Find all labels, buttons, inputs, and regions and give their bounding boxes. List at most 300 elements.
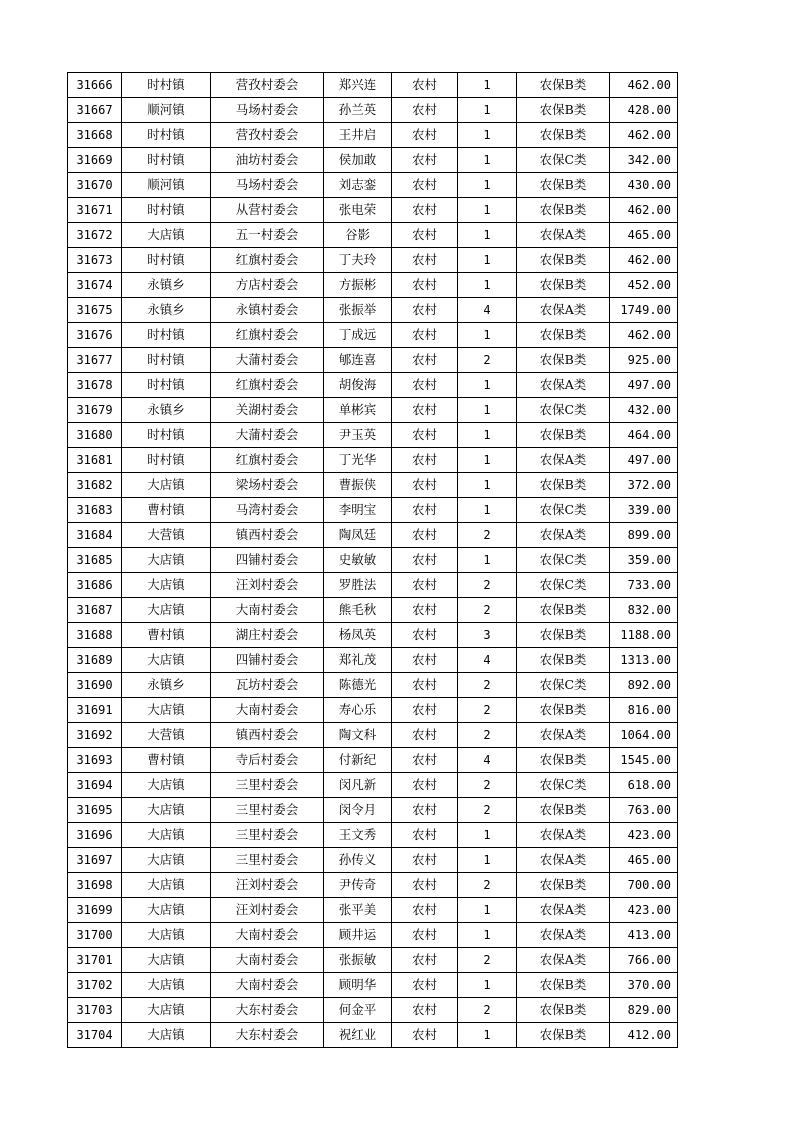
town-cell: 大店镇 [122, 998, 211, 1023]
count-cell: 1 [458, 423, 517, 448]
type-cell: 农村 [392, 498, 458, 523]
table-row [68, 998, 678, 1023]
category-cell: 农保B类 [517, 598, 610, 623]
id-cell: 31695 [68, 798, 122, 823]
town-cell: 大店镇 [122, 1023, 211, 1048]
type-cell: 农村 [392, 598, 458, 623]
type-cell: 农村 [392, 773, 458, 798]
type-cell: 农村 [392, 73, 458, 98]
name-cell: 史敏敏 [324, 548, 392, 573]
amount-cell: 816.00 [610, 698, 678, 723]
count-cell: 1 [458, 323, 517, 348]
id-cell: 31677 [68, 348, 122, 373]
id-cell: 31694 [68, 773, 122, 798]
category-cell: 农保B类 [517, 198, 610, 223]
amount-cell: 423.00 [610, 898, 678, 923]
village-cell: 红旗村委会 [211, 448, 324, 473]
town-cell: 大店镇 [122, 898, 211, 923]
id-cell: 31680 [68, 423, 122, 448]
town-cell: 时村镇 [122, 448, 211, 473]
table-row [68, 923, 678, 948]
amount-cell: 618.00 [610, 773, 678, 798]
category-cell: 农保C类 [517, 498, 610, 523]
amount-cell: 428.00 [610, 98, 678, 123]
amount-cell: 359.00 [610, 548, 678, 573]
category-cell: 农保A类 [517, 923, 610, 948]
village-cell: 关湖村委会 [211, 398, 324, 423]
name-cell: 张电荣 [324, 198, 392, 223]
category-cell: 农保B类 [517, 973, 610, 998]
name-cell: 刘志銮 [324, 173, 392, 198]
count-cell: 1 [458, 548, 517, 573]
count-cell: 1 [458, 1023, 517, 1048]
table-row [68, 573, 678, 598]
table-row [68, 73, 678, 98]
village-cell: 马场村委会 [211, 98, 324, 123]
village-cell: 三里村委会 [211, 823, 324, 848]
town-cell: 大店镇 [122, 923, 211, 948]
village-cell: 从营村委会 [211, 198, 324, 223]
count-cell: 2 [458, 673, 517, 698]
count-cell: 1 [458, 273, 517, 298]
name-cell: 张振举 [324, 298, 392, 323]
category-cell: 农保B类 [517, 173, 610, 198]
type-cell: 农村 [392, 373, 458, 398]
table-row [68, 523, 678, 548]
category-cell: 农保B类 [517, 1023, 610, 1048]
id-cell: 31691 [68, 698, 122, 723]
id-cell: 31683 [68, 498, 122, 523]
table-row [68, 173, 678, 198]
name-cell: 曹振侠 [324, 473, 392, 498]
type-cell: 农村 [392, 473, 458, 498]
amount-cell: 892.00 [610, 673, 678, 698]
count-cell: 4 [458, 648, 517, 673]
town-cell: 时村镇 [122, 248, 211, 273]
village-cell: 红旗村委会 [211, 248, 324, 273]
town-cell: 大营镇 [122, 523, 211, 548]
id-cell: 31704 [68, 1023, 122, 1048]
name-cell: 顾井运 [324, 923, 392, 948]
town-cell: 大营镇 [122, 723, 211, 748]
id-cell: 31667 [68, 98, 122, 123]
name-cell: 孙兰英 [324, 98, 392, 123]
name-cell: 祝红业 [324, 1023, 392, 1048]
type-cell: 农村 [392, 673, 458, 698]
amount-cell: 766.00 [610, 948, 678, 973]
table-row [68, 198, 678, 223]
category-cell: 农保B类 [517, 873, 610, 898]
village-cell: 永镇村委会 [211, 298, 324, 323]
type-cell: 农村 [392, 148, 458, 173]
village-cell: 汪刘村委会 [211, 898, 324, 923]
name-cell: 单彬宾 [324, 398, 392, 423]
type-cell: 农村 [392, 523, 458, 548]
count-cell: 1 [458, 973, 517, 998]
category-cell: 农保B类 [517, 73, 610, 98]
data-table [67, 72, 678, 1048]
count-cell: 2 [458, 598, 517, 623]
count-cell: 1 [458, 173, 517, 198]
amount-cell: 700.00 [610, 873, 678, 898]
town-cell: 顺河镇 [122, 173, 211, 198]
category-cell: 农保A类 [517, 948, 610, 973]
count-cell: 1 [458, 923, 517, 948]
category-cell: 农保A类 [517, 298, 610, 323]
amount-cell: 925.00 [610, 348, 678, 373]
type-cell: 农村 [392, 323, 458, 348]
category-cell: 农保B类 [517, 798, 610, 823]
type-cell: 农村 [392, 998, 458, 1023]
id-cell: 31702 [68, 973, 122, 998]
town-cell: 时村镇 [122, 148, 211, 173]
name-cell: 丁成远 [324, 323, 392, 348]
id-cell: 31684 [68, 523, 122, 548]
town-cell: 大店镇 [122, 648, 211, 673]
count-cell: 1 [458, 473, 517, 498]
count-cell: 2 [458, 873, 517, 898]
category-cell: 农保A类 [517, 848, 610, 873]
type-cell: 农村 [392, 423, 458, 448]
category-cell: 农保B类 [517, 323, 610, 348]
id-cell: 31669 [68, 148, 122, 173]
name-cell: 孙传义 [324, 848, 392, 873]
village-cell: 镇西村委会 [211, 723, 324, 748]
type-cell: 农村 [392, 398, 458, 423]
type-cell: 农村 [392, 198, 458, 223]
id-cell: 31697 [68, 848, 122, 873]
town-cell: 大店镇 [122, 573, 211, 598]
village-cell: 大东村委会 [211, 998, 324, 1023]
type-cell: 农村 [392, 898, 458, 923]
name-cell: 丁夫玲 [324, 248, 392, 273]
town-cell: 大店镇 [122, 873, 211, 898]
village-cell: 三里村委会 [211, 848, 324, 873]
town-cell: 大店镇 [122, 548, 211, 573]
amount-cell: 339.00 [610, 498, 678, 523]
amount-cell: 462.00 [610, 248, 678, 273]
village-cell: 湖庄村委会 [211, 623, 324, 648]
name-cell: 尹玉英 [324, 423, 392, 448]
category-cell: 农保B类 [517, 648, 610, 673]
amount-cell: 452.00 [610, 273, 678, 298]
town-cell: 大店镇 [122, 798, 211, 823]
amount-cell: 462.00 [610, 198, 678, 223]
id-cell: 31675 [68, 298, 122, 323]
count-cell: 2 [458, 948, 517, 973]
id-cell: 31692 [68, 723, 122, 748]
name-cell: 陶凤廷 [324, 523, 392, 548]
town-cell: 曹村镇 [122, 748, 211, 773]
count-cell: 1 [458, 248, 517, 273]
village-cell: 马湾村委会 [211, 498, 324, 523]
category-cell: 农保A类 [517, 723, 610, 748]
name-cell: 郑兴连 [324, 73, 392, 98]
village-cell: 大东村委会 [211, 1023, 324, 1048]
table-row [68, 248, 678, 273]
village-cell: 大南村委会 [211, 973, 324, 998]
village-cell: 马场村委会 [211, 173, 324, 198]
type-cell: 农村 [392, 623, 458, 648]
id-cell: 31674 [68, 273, 122, 298]
table-row [68, 123, 678, 148]
table-row [68, 748, 678, 773]
town-cell: 时村镇 [122, 423, 211, 448]
village-cell: 红旗村委会 [211, 373, 324, 398]
type-cell: 农村 [392, 698, 458, 723]
amount-cell: 465.00 [610, 223, 678, 248]
count-cell: 2 [458, 698, 517, 723]
id-cell: 31668 [68, 123, 122, 148]
amount-cell: 763.00 [610, 798, 678, 823]
id-cell: 31681 [68, 448, 122, 473]
type-cell: 农村 [392, 173, 458, 198]
count-cell: 2 [458, 573, 517, 598]
amount-cell: 832.00 [610, 598, 678, 623]
village-cell: 大蒲村委会 [211, 348, 324, 373]
village-cell: 大蒲村委会 [211, 423, 324, 448]
amount-cell: 412.00 [610, 1023, 678, 1048]
count-cell: 2 [458, 723, 517, 748]
village-cell: 汪刘村委会 [211, 573, 324, 598]
id-cell: 31672 [68, 223, 122, 248]
table-row [68, 648, 678, 673]
name-cell: 陈德光 [324, 673, 392, 698]
village-cell: 梁场村委会 [211, 473, 324, 498]
id-cell: 31699 [68, 898, 122, 923]
town-cell: 时村镇 [122, 373, 211, 398]
count-cell: 1 [458, 848, 517, 873]
type-cell: 农村 [392, 248, 458, 273]
id-cell: 31685 [68, 548, 122, 573]
name-cell: 顾明华 [324, 973, 392, 998]
name-cell: 胡俊海 [324, 373, 392, 398]
id-cell: 31696 [68, 823, 122, 848]
count-cell: 4 [458, 298, 517, 323]
category-cell: 农保B类 [517, 473, 610, 498]
village-cell: 四铺村委会 [211, 648, 324, 673]
category-cell: 农保A类 [517, 823, 610, 848]
amount-cell: 342.00 [610, 148, 678, 173]
town-cell: 永镇乡 [122, 273, 211, 298]
amount-cell: 413.00 [610, 923, 678, 948]
village-cell: 大南村委会 [211, 923, 324, 948]
name-cell: 闵凡新 [324, 773, 392, 798]
table-row [68, 673, 678, 698]
id-cell: 31703 [68, 998, 122, 1023]
id-cell: 31678 [68, 373, 122, 398]
id-cell: 31698 [68, 873, 122, 898]
name-cell: 寿心乐 [324, 698, 392, 723]
count-cell: 2 [458, 798, 517, 823]
village-cell: 瓦坊村委会 [211, 673, 324, 698]
count-cell: 1 [458, 373, 517, 398]
table-row [68, 323, 678, 348]
town-cell: 大店镇 [122, 473, 211, 498]
category-cell: 农保B类 [517, 248, 610, 273]
town-cell: 时村镇 [122, 323, 211, 348]
amount-cell: 1545.00 [610, 748, 678, 773]
village-cell: 方店村委会 [211, 273, 324, 298]
count-cell: 1 [458, 823, 517, 848]
name-cell: 尹传奇 [324, 873, 392, 898]
amount-cell: 1749.00 [610, 298, 678, 323]
type-cell: 农村 [392, 223, 458, 248]
village-cell: 三里村委会 [211, 798, 324, 823]
amount-cell: 430.00 [610, 173, 678, 198]
name-cell: 方振彬 [324, 273, 392, 298]
id-cell: 31670 [68, 173, 122, 198]
category-cell: 农保B类 [517, 273, 610, 298]
id-cell: 31679 [68, 398, 122, 423]
table-row [68, 373, 678, 398]
table-row [68, 898, 678, 923]
type-cell: 农村 [392, 448, 458, 473]
amount-cell: 497.00 [610, 373, 678, 398]
type-cell: 农村 [392, 848, 458, 873]
table-row [68, 623, 678, 648]
table-row [68, 973, 678, 998]
type-cell: 农村 [392, 573, 458, 598]
category-cell: 农保C类 [517, 773, 610, 798]
count-cell: 1 [458, 73, 517, 98]
category-cell: 农保B类 [517, 748, 610, 773]
amount-cell: 497.00 [610, 448, 678, 473]
name-cell: 张平美 [324, 898, 392, 923]
type-cell: 农村 [392, 1023, 458, 1048]
table-row [68, 598, 678, 623]
count-cell: 1 [458, 398, 517, 423]
table-row [68, 148, 678, 173]
category-cell: 农保C类 [517, 573, 610, 598]
village-cell: 三里村委会 [211, 773, 324, 798]
category-cell: 农保A类 [517, 448, 610, 473]
category-cell: 农保C类 [517, 548, 610, 573]
table-row [68, 698, 678, 723]
type-cell: 农村 [392, 123, 458, 148]
table-row [68, 823, 678, 848]
town-cell: 曹村镇 [122, 623, 211, 648]
id-cell: 31666 [68, 73, 122, 98]
village-cell: 汪刘村委会 [211, 873, 324, 898]
town-cell: 大店镇 [122, 848, 211, 873]
name-cell: 侯加敢 [324, 148, 392, 173]
table-row [68, 498, 678, 523]
count-cell: 1 [458, 898, 517, 923]
type-cell: 农村 [392, 923, 458, 948]
table-row [68, 98, 678, 123]
name-cell: 王井启 [324, 123, 392, 148]
amount-cell: 1313.00 [610, 648, 678, 673]
table-row [68, 448, 678, 473]
amount-cell: 1064.00 [610, 723, 678, 748]
town-cell: 大店镇 [122, 823, 211, 848]
village-cell: 营孜村委会 [211, 123, 324, 148]
name-cell: 郇连喜 [324, 348, 392, 373]
village-cell: 营孜村委会 [211, 73, 324, 98]
amount-cell: 1188.00 [610, 623, 678, 648]
town-cell: 大店镇 [122, 773, 211, 798]
table-row [68, 298, 678, 323]
amount-cell: 899.00 [610, 523, 678, 548]
town-cell: 大店镇 [122, 223, 211, 248]
count-cell: 1 [458, 148, 517, 173]
table-body [68, 73, 678, 1048]
category-cell: 农保A类 [517, 523, 610, 548]
name-cell: 张振敏 [324, 948, 392, 973]
type-cell: 农村 [392, 298, 458, 323]
type-cell: 农村 [392, 348, 458, 373]
type-cell: 农村 [392, 723, 458, 748]
town-cell: 曹村镇 [122, 498, 211, 523]
type-cell: 农村 [392, 98, 458, 123]
name-cell: 王文秀 [324, 823, 392, 848]
category-cell: 农保B类 [517, 698, 610, 723]
village-cell: 红旗村委会 [211, 323, 324, 348]
name-cell: 付新纪 [324, 748, 392, 773]
name-cell: 何金平 [324, 998, 392, 1023]
amount-cell: 370.00 [610, 973, 678, 998]
amount-cell: 829.00 [610, 998, 678, 1023]
id-cell: 31682 [68, 473, 122, 498]
table-row [68, 348, 678, 373]
category-cell: 农保B类 [517, 123, 610, 148]
town-cell: 大店镇 [122, 698, 211, 723]
count-cell: 1 [458, 198, 517, 223]
type-cell: 农村 [392, 748, 458, 773]
category-cell: 农保B类 [517, 98, 610, 123]
id-cell: 31671 [68, 198, 122, 223]
amount-cell: 464.00 [610, 423, 678, 448]
count-cell: 4 [458, 748, 517, 773]
table-row [68, 398, 678, 423]
name-cell: 杨凤英 [324, 623, 392, 648]
id-cell: 31688 [68, 623, 122, 648]
type-cell: 农村 [392, 798, 458, 823]
table-row [68, 723, 678, 748]
name-cell: 郑礼茂 [324, 648, 392, 673]
amount-cell: 733.00 [610, 573, 678, 598]
name-cell: 陶文科 [324, 723, 392, 748]
village-cell: 大南村委会 [211, 598, 324, 623]
id-cell: 31687 [68, 598, 122, 623]
category-cell: 农保A类 [517, 373, 610, 398]
amount-cell: 423.00 [610, 823, 678, 848]
town-cell: 顺河镇 [122, 98, 211, 123]
count-cell: 3 [458, 623, 517, 648]
type-cell: 农村 [392, 648, 458, 673]
amount-cell: 462.00 [610, 73, 678, 98]
type-cell: 农村 [392, 873, 458, 898]
id-cell: 31686 [68, 573, 122, 598]
table-row [68, 473, 678, 498]
town-cell: 大店镇 [122, 973, 211, 998]
table-row [68, 848, 678, 873]
category-cell: 农保A类 [517, 898, 610, 923]
name-cell: 谷影 [324, 223, 392, 248]
category-cell: 农保B类 [517, 423, 610, 448]
town-cell: 时村镇 [122, 73, 211, 98]
name-cell: 熊毛秋 [324, 598, 392, 623]
village-cell: 四铺村委会 [211, 548, 324, 573]
village-cell: 镇西村委会 [211, 523, 324, 548]
id-cell: 31676 [68, 323, 122, 348]
count-cell: 2 [458, 998, 517, 1023]
category-cell: 农保B类 [517, 998, 610, 1023]
table-row [68, 223, 678, 248]
id-cell: 31693 [68, 748, 122, 773]
amount-cell: 462.00 [610, 323, 678, 348]
